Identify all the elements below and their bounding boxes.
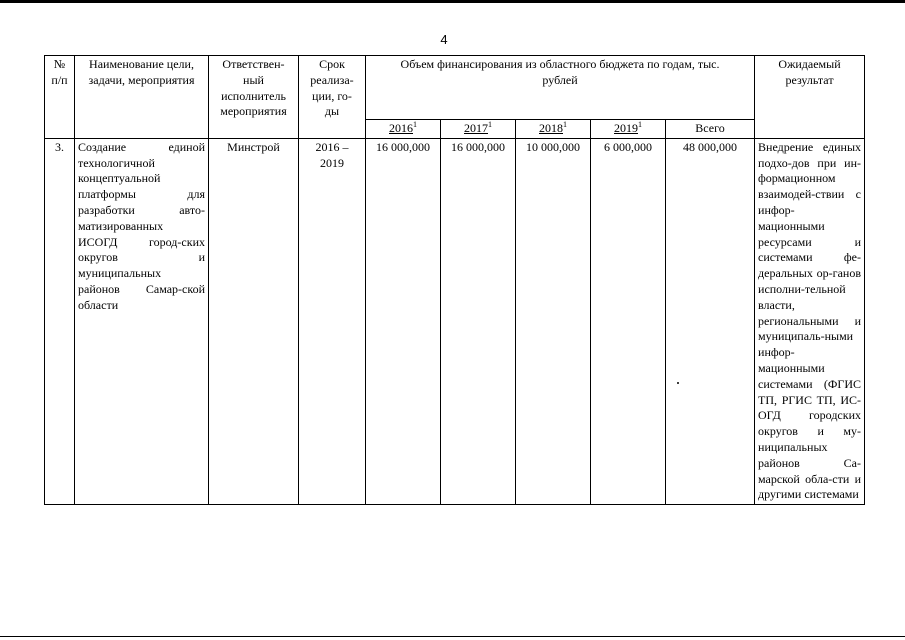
row-value-2019: 6 000,000 [591,138,666,504]
row-value-2017: 16 000,000 [441,138,516,504]
bottom-border [0,636,905,637]
row-total: 48 000,000 [666,138,755,504]
header-total: Всего [666,120,755,139]
row-term: 2016 – 2019 [299,138,366,504]
header-funding: Объем финансирования из областного бюджета по годам, тыс. рублей [366,56,755,120]
row-name: Создание единой технологичной концептуальной платформы для разработки авто-матизированных ИСОГД город-ских округов и муниципальных районов Самар-ской области [75,138,209,504]
row-executor: Минстрой [209,138,299,504]
top-border [0,0,905,3]
stray-dot [677,382,679,384]
header-name: Наименование цели, задачи, мероприятия [75,56,209,139]
page-number: 4 [440,32,448,47]
header-year-2018: 2018$^1$ [516,120,591,139]
header-year-2017: 2017$^1$ [441,120,516,139]
row-num: 3. [45,138,75,504]
header-year-2019: 2019$^1$ [591,120,666,139]
header-executor: Ответствен- ный исполнитель мероприятия [209,56,299,139]
row-value-2018: 10 000,000 [516,138,591,504]
header-result: Ожидаемый результат [755,56,865,139]
program-table [44,55,865,505]
row-value-2016: 16 000,000 [366,138,441,504]
header-term: Срок реализа- ции, го- ды [299,56,366,139]
row-result: Внедрение единых подхо-дов при ин-формационном взаимодей-ствии с инфор-мационными ресурсами и системами фе-деральных ор-ганов исполни-тельной власти, региональными и муниципаль-ными инфор-мационными системами (ФГИС ТП, РГИС ТП, ИС-ОГД городских округов и му-ниципальных районов Са-марской обла-сти и другими системами [755,138,865,504]
header-year-2016: 2016$^1$ [366,120,441,139]
header-num: № п/п [45,56,75,139]
table-row [45,138,865,504]
